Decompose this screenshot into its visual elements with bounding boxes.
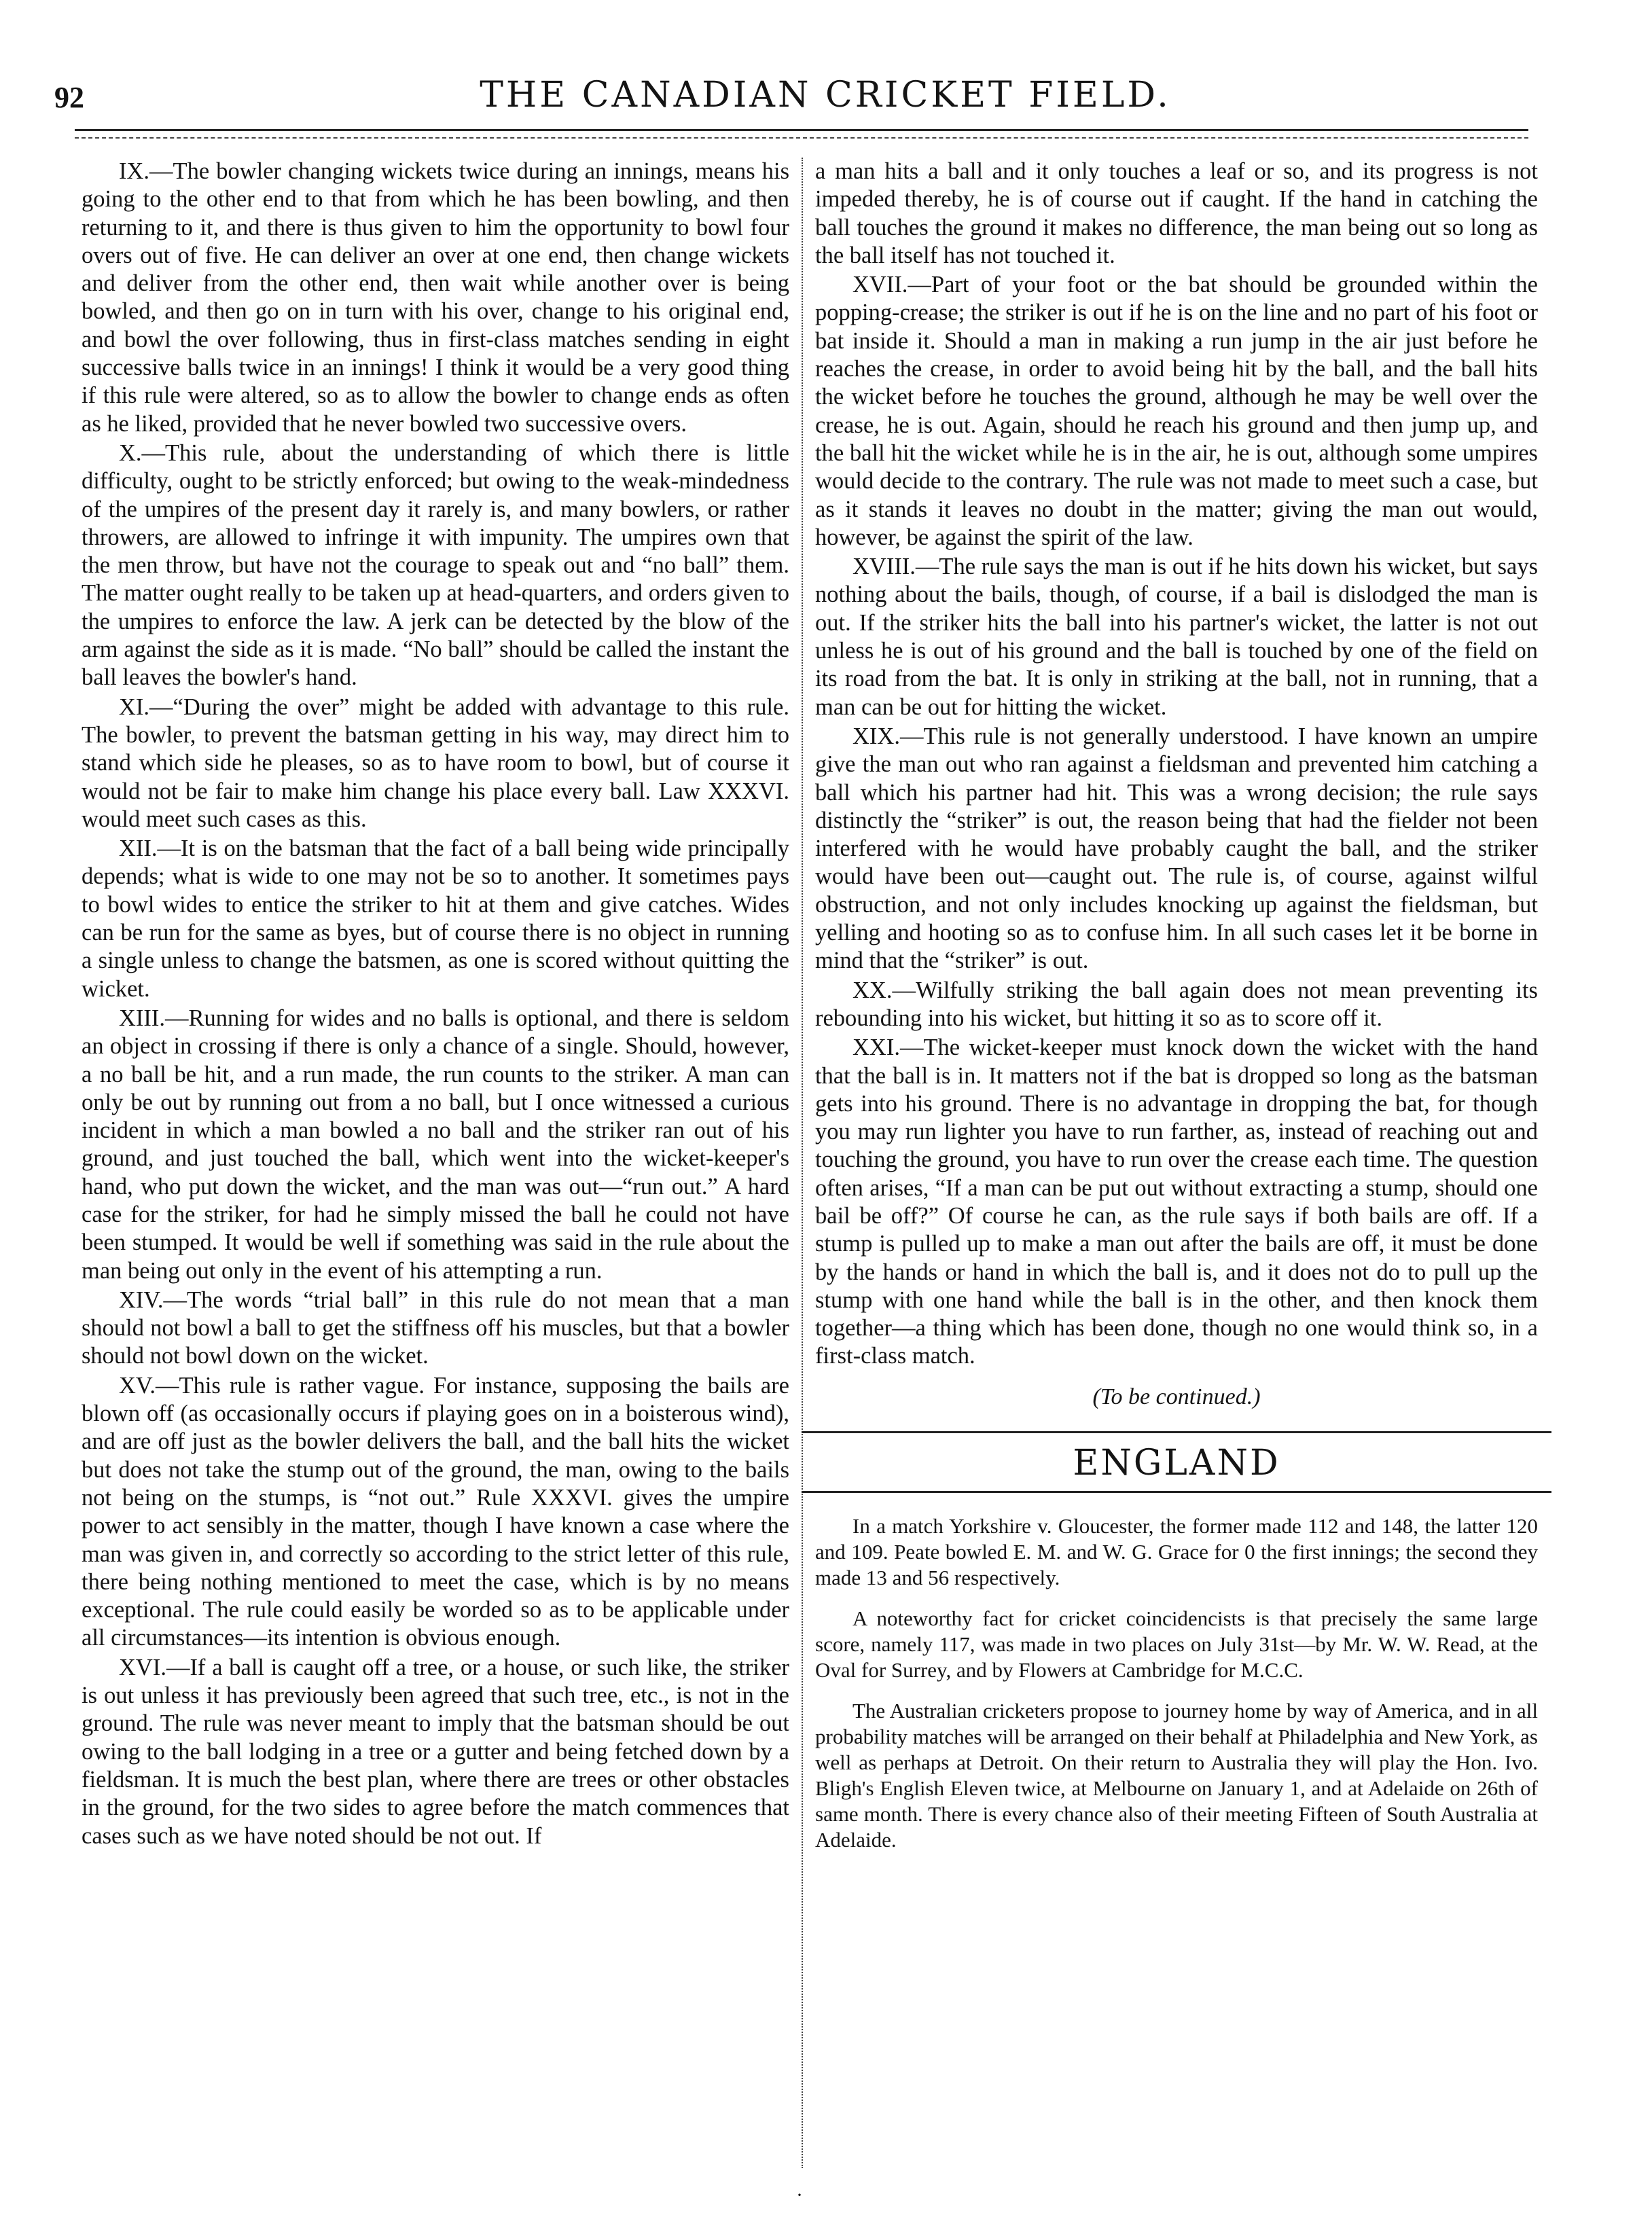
news-item: A noteworthy fact for cricket coincidencists is that precisely the same large score, namely 117, was made in two places on July 31st—by Mr. W. W. Read, at the Oval for Surrey, and by Flowers at Cambridge for M.C.C. (815, 1606, 1538, 1682)
section-heading-england: ENGLAND (1073, 1443, 1280, 1484)
bottom-ornament: · (796, 2184, 803, 2206)
paragraph-rule-xxi: XXI.—The wicket-keeper must knock down the wicket with the hand that the ball is in. It matters not if the bat is dropped so long as the batsman gets into his ground. There is no advantage in dropping the bat, for though you may run lighter you have to run farther, as, instead of reaching out and touching the ground, you have to run over the crease each time. The question often arises, “If a man can be put out without extracting a stump, should one bail be off?” Of course he can, as the rule says if both bails are off. If a stump is pulled up to make a man out after the bails are off, it must be done by the hands or hand in which the ball is, and it does not do to pull up the stump with one hand while the ball is in the other, and then knock them together—a thing which has been done, though no one would think so, in a first-class match. (815, 1034, 1538, 1369)
paragraph-rule-xv: XV.—This rule is rather vague. For instance, supposing the bails are blown off (as occasionally occurs if playing goes on in a boisterous wind), and are off just as the bowler delivers the ball, and the ball hits the wicket but does not take the stump out of the ground, the man, owing to the bails not being on the stumps, is “not out.” Rule XXXVI. gives the umpire power to act sensibly in the matter, though I have known a case where the man was given in, and correctly so according to the strict letter of this rule, there being nothing mentioned to meet the case, which is by no means exceptional. The rule could easily be worded so as to be applicable under all circumstances—its intention is obvious enough. (82, 1372, 789, 1651)
column-divider (802, 158, 803, 2168)
page-number: 92 (54, 81, 84, 114)
paragraph-rule-xiii: XIII.—Running for wides and no balls is optional, and there is seldom an object in crossing if there is only a chance of a single. Should, however, a no ball be hit, and a run made, the run counts to the striker. A man can only be out by running out from a no ball, but I once witnessed a curious incident in which a man bowled a no ball and the striker ran out of his ground, and just touched the ball, which went into the wicket-keeper's hand, who put down the wicket, and the man was out—“run out.” A hard case for the striker, for had he simply missed the ball he could not have been stumped. It would be well if something was said in the rule about the man being out only in the event of his attempting a run. (82, 1005, 789, 1284)
running-title: THE CANADIAN CRICKET FIELD. (480, 75, 1171, 115)
paragraph-rule-xvi: XVI.—If a ball is caught off a tree, or a house, or such like, the striker is out unless it has previously been agreed that such tree, etc., is not in the ground. The rule was never meant to imply that the batsman should be out owing to the ball lodging in a tree or a gutter and being fetched down by a fieldsman. It is much the best plan, where there are trees or other obstacles in the ground, for the two sides to agree before the match commences that cases such as we have noted should be not out. If (82, 1654, 789, 1849)
right-column (815, 158, 1538, 1868)
news-item: The Australian cricketers propose to journey home by way of America, and in all probability matches will be arranged on their behalf at Philadelphia and New York, as well as perhaps at Detroit. On their return to Australia they will play the Hon. Ivo. Bligh's English Eleven twice, at Melbourne on January 1, and at Adelaide on 26th of same month. There is every chance also of their meeting Fifteen of South Australia at Adelaide. (815, 1699, 1538, 1852)
header-rule (75, 129, 1528, 131)
paragraph-rule-xi: XI.—“During the over” might be added with advantage to this rule. The bowler, to prevent the batsman getting in his way, may direct him to stand which side he pleases, so as to have room to bowl, but of course it would not be fair to make him change his place every ball. Law XXXVI. would meet such cases as this. (82, 694, 789, 832)
header-rule-dashed (75, 137, 1528, 139)
left-column (82, 158, 789, 1850)
paragraph-rule-xiv: XIV.—The words “trial ball” in this rule do not mean that a man should not bowl a ball to get the stiffness off his muscles, but that a bowler should not bowl down on the wicket. (82, 1286, 789, 1369)
section-rule-bottom (802, 1491, 1551, 1493)
paragraph-rule-x: X.—This rule, about the understanding of which there is little difficulty, ought to be strictly enforced; but owing to the weak-mindedness of the umpires of the present day it rarely is, and many bowlers, or rather throwers, are allowed to infringe it with impunity. The umpires own that the men throw, but have not the courage to speak out and “no ball” them. The matter ought really to be taken up at head-quarters, and orders given to the umpires to enforce the law. A jerk can be detected by the blow of the arm against the side as it is made. “No ball” should be called the instant the ball leaves the bowler's hand. (82, 439, 789, 691)
paragraph-rule-xix: XIX.—This rule is not generally understood. I have known an umpire give the man out who ran against a fieldsman and prevented him catching a ball which his partner had hit. This was a wrong decision; the rule says distinctly the “striker” is out, the reason being that had the fielder not been interfered with he would have probably caught the ball, and the striker would have been out—caught out. The rule is, of course, against wilful obstruction, and not only includes knocking up against the fieldsman, but yelling and hooting so as to confuse him. In all such cases let it be borne in mind that the “striker” is out. (815, 723, 1538, 974)
paragraph-rule-ix: IX.—The bowler changing wickets twice during an innings, means his going to the other end to that from which he has been bowling, and then returning to it, and there is thus given to him the opportunity to bowl four overs out of five. He can deliver an over at one end, then change wickets and deliver from the other end, then wait while another over is being bowled, and then go on in turn with his over, change to his original end, and bowl the over following, thus in first-class matches sending in eight successive balls twice in an innings! I think it would be a very good thing if this rule were altered, so as to allow the bowler to change ends as often as he liked, provided that he never bowled two successive overs. (82, 158, 789, 437)
continued-note: (To be continued.) (1092, 1384, 1261, 1409)
paragraph-rule-xii: XII.—It is on the batsman that the fact of a ball being wide principally depends; what is wide to one may not be so to another. It sometimes pays to bowl wides to entice the striker to hit at them and give catches. Wides can be run for the same as byes, but of course there is no object in running a single unless to change the batsmen, as one is scored without quitting the wicket. (82, 835, 789, 1002)
news-item: In a match Yorkshire v. Gloucester, the former made 112 and 148, the latter 120 and 109. Peate bowled E. M. and W. G. Grace for 0 the first innings; the second they made 13 and 56 respectively. (815, 1514, 1538, 1590)
paragraph-rule-xviii: XVIII.—The rule says the man is out if he hits down his wicket, but says nothing about the bails, though, of course, if a bail is dislodged the man is out. If the striker hits the ball into his partner's wicket, the latter is not out unless he is out of his ground and the ball is touched by one of the field on its road from the bat. It is only in striking at the ball, not in running, that a man can be out for hitting the wicket. (815, 554, 1538, 720)
paragraph-rule-xx: XX.—Wilfully striking the ball again does not mean preventing its rebounding into his wicket, but hitting it so as to score off it. (815, 977, 1538, 1031)
paragraph-rule-xvii: XVII.—Part of your foot or the bat should be grounded within the popping-crease; the striker is out if he is on the line and no part of his foot or bat inside it. Should a man in making a run jump in the air just before he reaches the crease, in order to avoid being hit by the ball, and the ball hits the wicket before he touches the ground, although he may be well over the crease, he is out. Again, should he reach his ground and then jump up, and the ball hit the wicket while he is in the air, he is out, although some umpires would decide to the contrary. The rule was not made to meet such a case, but as it stands it leaves no doubt in the matter; giving the man out would, however, be against the spirit of the law. (815, 272, 1538, 550)
england-news (815, 1513, 1538, 1853)
paragraph-rule-xvi-continued: a man hits a ball and it only touches a leaf or so, and its progress is not impeded thereby, he is of course out if caught. If the hand in catching the ball touches the ground it makes no difference, the man being out so long as the ball itself has not touched it. (815, 158, 1538, 268)
